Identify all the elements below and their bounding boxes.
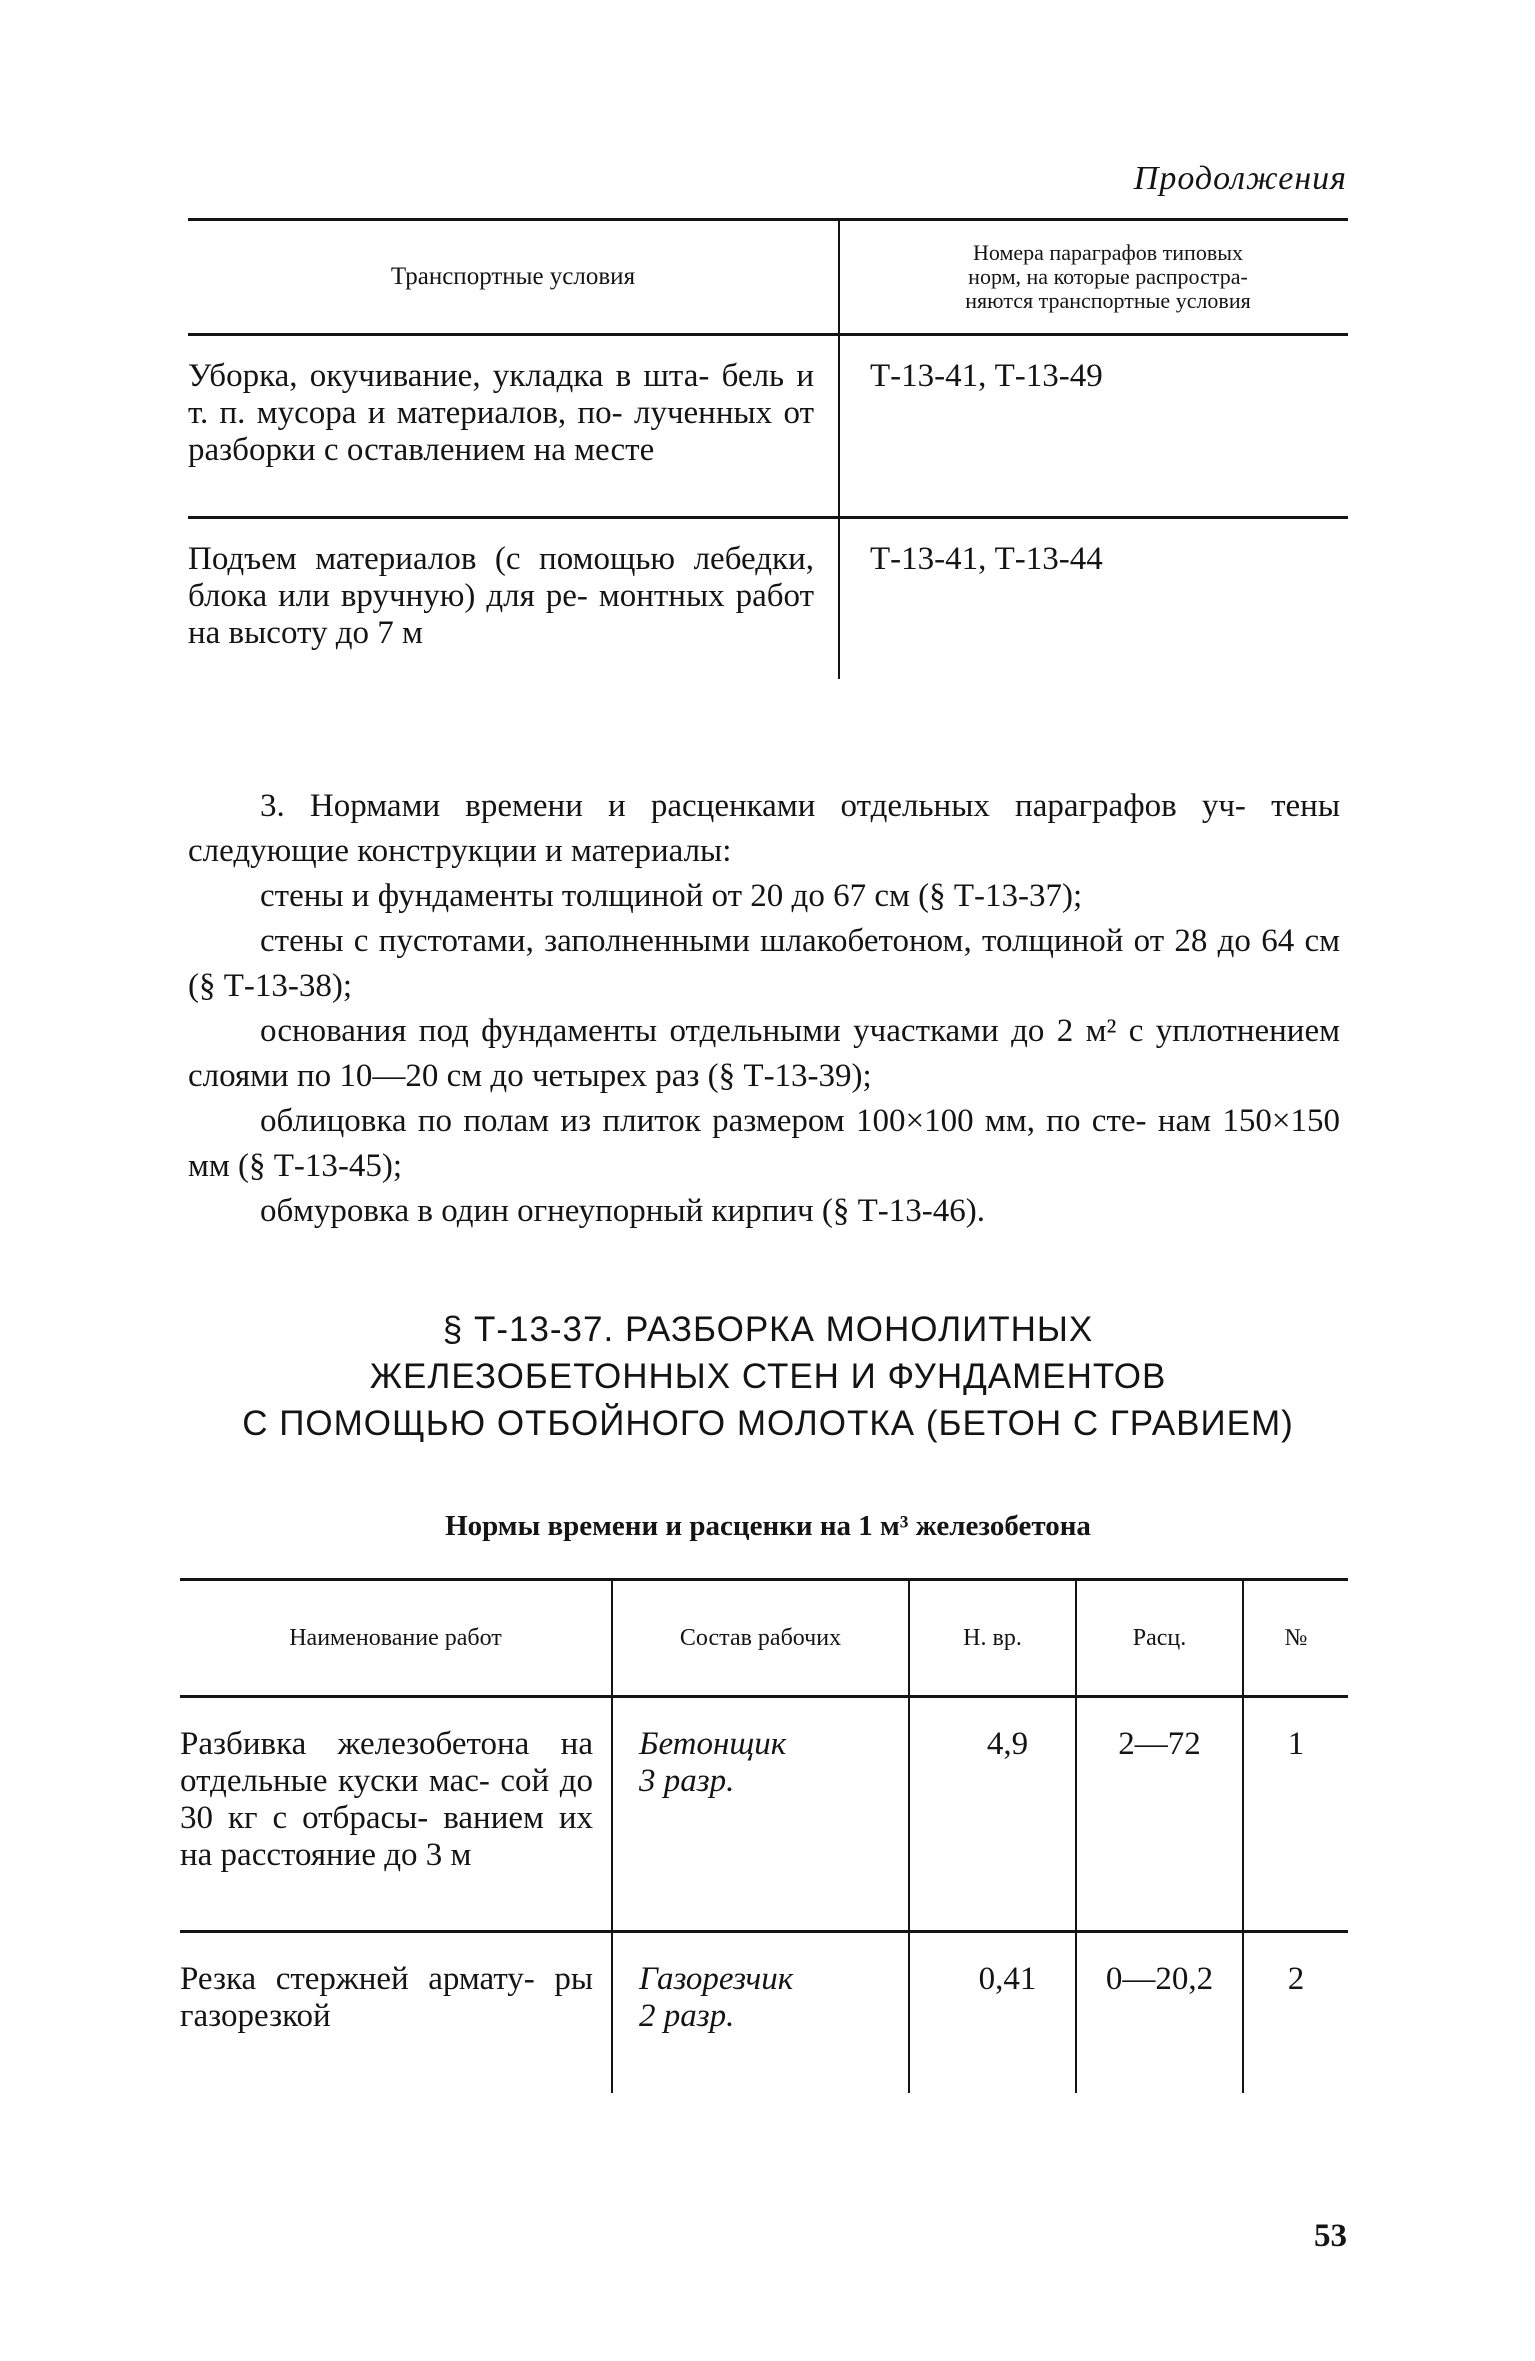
- table-header: [180, 1581, 1348, 1695]
- number-cell: 1: [1287, 1726, 1305, 1762]
- crew-grade: 3 разр.: [639, 1763, 735, 1799]
- header-line: норм, на которые распростра-: [968, 264, 1248, 289]
- transport-conditions-table: [188, 218, 1348, 679]
- work-cell: Резка стержней армату- ры газорезкой: [180, 1933, 613, 2093]
- header-number: №: [1284, 1624, 1308, 1651]
- header-line: Номера параграфов типовых: [973, 240, 1243, 265]
- header-transport-conditions: Транспортные условия: [188, 221, 840, 333]
- paragraph-3: [188, 784, 1340, 1234]
- norms-table: [180, 1578, 1348, 2093]
- rate-cell: 0—20,2: [1077, 1933, 1244, 2093]
- rate-cell: 2—72: [1077, 1698, 1244, 1930]
- list-item: облицовка по полам из плиток размером 100×100 мм, по сте- нам 150×150 мм (§ Т-13-45);: [188, 1103, 1340, 1184]
- norm-cell: 0,41: [910, 1933, 1077, 2093]
- work-cell: Разбивка железобетона на отдельные куски мас- сой до 30 кг с отбрасы- ванием их на расстояние до 3 м: [180, 1698, 613, 1930]
- title-line: ЖЕЛЕЗОБЕТОННЫХ СТЕН И ФУНДАМЕНТОВ: [369, 1357, 1167, 1396]
- title-line: С ПОМОЩЬЮ ОТБОЙНОГО МОЛОТКА (БЕТОН С ГРАВИЕМ): [242, 1404, 1294, 1443]
- list-item: обмуровка в один огнеупорный кирпич (§ Т-13-46).: [260, 1193, 986, 1229]
- continued-label: Продолжения: [1133, 160, 1347, 197]
- table-row: [180, 1698, 1348, 1930]
- condition-cell: Подъем материалов (с помощью лебедки, блока или вручную) для ре- монтных работ на высоту до 7 м: [188, 519, 840, 679]
- paragraph-intro: 3. Нормами времени и расценками отдельных параграфов уч- тены следующие конструкции и материалы:: [188, 788, 1340, 869]
- crew-profession: Газорезчик: [639, 1961, 794, 1997]
- list-item: основания под фундаменты отдельными участками до 2 м² с уплотнением слоями по 10—20 см до четырех раз (§ Т-13-39);: [188, 1013, 1340, 1094]
- list-item: стены и фундаменты толщиной от 20 до 67 см (§ Т-13-37);: [260, 878, 1083, 914]
- header-rate: Расц.: [1077, 1581, 1244, 1695]
- header-work-name: Наименование работ: [180, 1581, 613, 1695]
- header-line: няются транспортные условия: [965, 288, 1251, 313]
- paragraphs-cell: Т-13-41, Т-13-44: [870, 541, 1103, 577]
- crew-cell: [613, 1933, 910, 2093]
- section-subtitle: Нормы времени и расценки на 1 м³ железобетона: [445, 1510, 1091, 1542]
- number-cell: 2: [1287, 1961, 1305, 1997]
- table-row: [180, 1933, 1348, 2093]
- condition-cell: Уборка, окучивание, укладка в шта- бель и т. п. мусора и материалов, по- лученных от разборки с оставлением на месте: [188, 336, 840, 516]
- table-header: [188, 221, 1348, 333]
- crew-profession: Бетонщик: [639, 1726, 787, 1762]
- crew-grade: 2 разр.: [639, 1998, 735, 2034]
- crew-cell: [613, 1698, 910, 1930]
- list-item: стены с пустотами, заполненными шлакобетоном, толщиной от 28 до 64 см (§ Т-13-38);: [188, 923, 1340, 1004]
- norm-cell: 4,9: [910, 1698, 1077, 1930]
- header-crew: Состав рабочих: [613, 1581, 910, 1695]
- title-line: § Т-13-37. РАЗБОРКА МОНОЛИТНЫХ: [442, 1310, 1094, 1349]
- page-number: 53: [1314, 2218, 1347, 2254]
- section-title: [188, 1306, 1348, 1447]
- table-row: [188, 519, 1348, 679]
- header-paragraph-numbers: [840, 221, 1348, 333]
- header-time-norm: Н. вр.: [910, 1581, 1077, 1695]
- paragraphs-cell: Т-13-41, Т-13-49: [870, 358, 1103, 394]
- table-row: [188, 336, 1348, 516]
